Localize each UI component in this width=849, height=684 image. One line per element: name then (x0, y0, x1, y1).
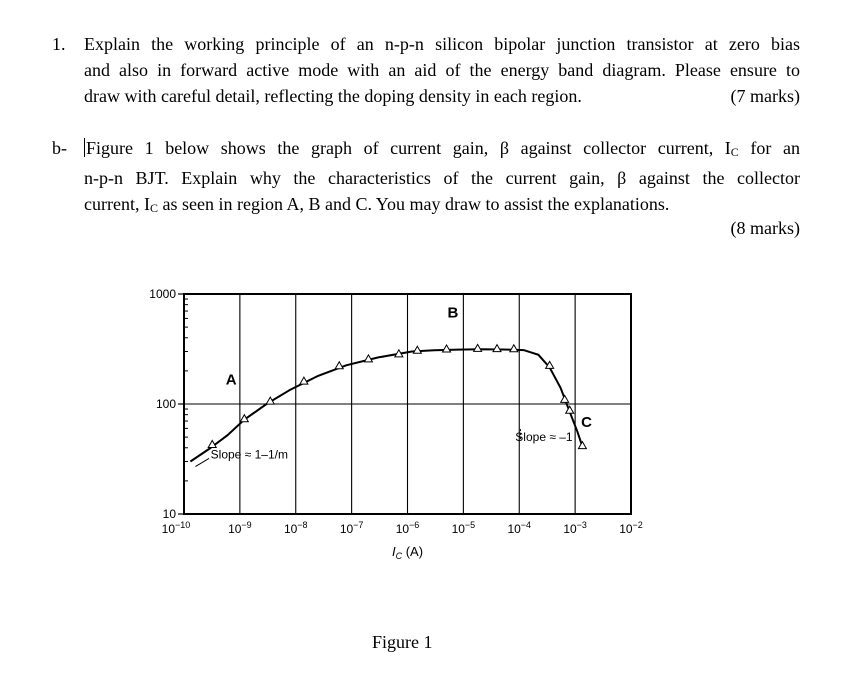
region-label: A (225, 371, 237, 389)
y-tick-label: 10 (162, 507, 176, 521)
x-tick-label: $10^{-7}$ (339, 520, 364, 536)
y-tick-label: 1000 (149, 287, 176, 301)
x-tick-label: $10^{-3}$ (563, 520, 587, 536)
x-tick-label: $10^{-5}$ (451, 520, 476, 536)
x-tick-label: $10^{-10}$ (161, 520, 191, 536)
x-tick-label: $10^{-6}$ (395, 520, 420, 536)
question-2-line-2: n-p-n BJT. Explain why the characteristics of the current gain, β against the collector (84, 168, 800, 188)
slope-pointer (195, 458, 209, 466)
text-cursor (84, 138, 85, 157)
x-tick-label: $10^{-9}$ (228, 520, 252, 536)
question-2-line-1 (84, 135, 800, 165)
figure-caption: Figure 1 (372, 632, 433, 652)
beta-vs-ic-chart (140, 272, 660, 582)
x-axis-label: $I_C$ (A) (391, 544, 424, 561)
region-label: B (447, 304, 459, 322)
y-tick-label: 100 (155, 397, 176, 411)
question-2-line-3 (84, 191, 800, 221)
curve-marker (443, 345, 451, 352)
chart-grid (184, 294, 631, 514)
x-tick-label: $10^{-4}$ (507, 520, 532, 536)
question-2-text (84, 135, 800, 221)
question-1-number: 1. (52, 34, 66, 54)
curve-marker (493, 345, 501, 352)
question-2-line-1-end: for an (738, 138, 800, 158)
slope-label: Slope ≈ –1 (515, 430, 573, 445)
region-label: C (581, 413, 592, 431)
question-1-text (84, 31, 800, 109)
curve-marker (578, 442, 586, 449)
question-1-line-2: and also in forward active mode with an aid of the energy band diagram. Please ensure to (84, 60, 800, 80)
curve-marker (474, 344, 482, 351)
question-1-marks: (7 marks) (730, 86, 800, 106)
question-2-number: b- (52, 138, 67, 158)
curve-marker (413, 346, 421, 353)
curve-marker (561, 395, 569, 402)
curve-marker (510, 345, 518, 352)
question-2-line-1-text: Figure 1 below shows the graph of current gain, β against collector current, I (86, 138, 731, 158)
chart-labels (149, 287, 643, 561)
question-1-line-1: Explain the working principle of an n-p-n silicon bipolar junction transistor at zero bias (84, 34, 800, 54)
question-2-line-3-text: current, I (84, 194, 150, 214)
question-2-marks: (8 marks) (730, 218, 800, 238)
question-1-line-3: draw with careful detail, reflecting the doping density in each region. (84, 86, 582, 106)
question-2-line-3-end: as seen in region A, B and C. You may draw to assist the explanations. (157, 194, 670, 214)
x-tick-label: $10^{-2}$ (619, 520, 643, 536)
ic-subscript: C (149, 201, 158, 215)
slope-label: Slope ≈ 1–1/m (210, 447, 288, 462)
beta-curve (190, 349, 582, 461)
ic-subscript: C (730, 145, 739, 159)
x-tick-label: $10^{-8}$ (283, 520, 308, 536)
curve-marker (335, 362, 343, 369)
